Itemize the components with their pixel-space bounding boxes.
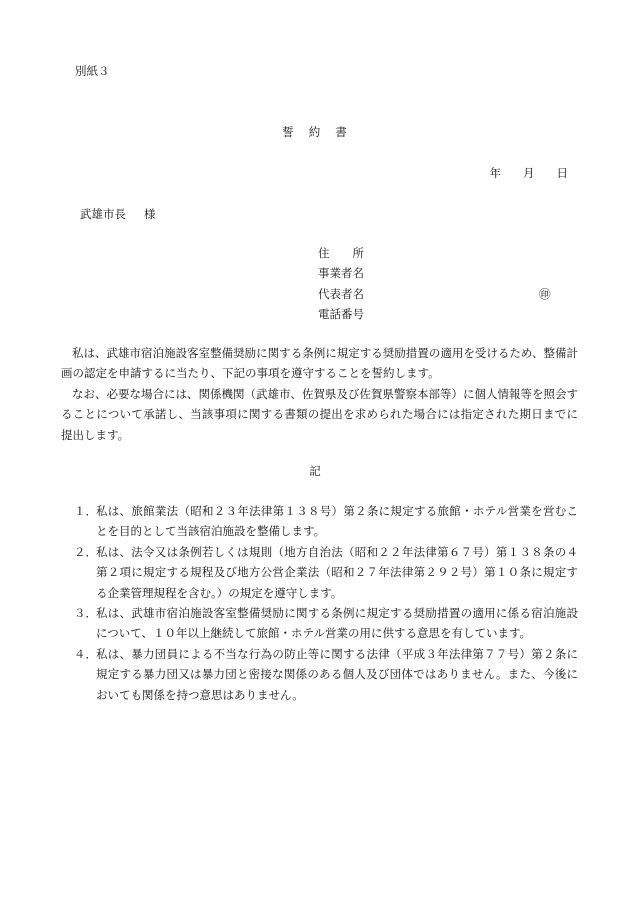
addressee-line: [80, 207, 156, 221]
annex-label: 別紙３: [75, 64, 110, 78]
representative-label: 代表者名: [318, 287, 364, 301]
business-name-label: 事業者名: [318, 266, 364, 280]
list-item-number: ２．: [74, 545, 97, 559]
seal-mark: ㊞: [539, 287, 551, 301]
addressee-honorific: 様: [144, 207, 156, 221]
title-char-2: 約: [308, 125, 322, 139]
addressee-name: 武雄市長: [80, 207, 126, 221]
list-item-number: １．: [74, 504, 97, 518]
date-day-label: 日: [556, 166, 568, 180]
list-item: [74, 542, 578, 603]
title-char-3: 書: [335, 125, 348, 139]
date-month-label: 月: [523, 166, 535, 180]
title-char-1: 誓: [282, 125, 295, 139]
address-label: 住 所: [318, 246, 364, 260]
list-item-text: 私は、旅館業法（昭和２３年法律第１３８号）第２条に規定する旅館・ホテル営業を営むことを目的として当該宿泊施設を整備します。: [96, 504, 578, 539]
list-item-number: ３．: [74, 606, 97, 620]
consent-paragraph: なお、必要な場合には、関係機関（武雄市、佐賀県及び佐賀県警察本部等）に個人情報等を照会することについて承諾し、当該事項に関する書類の提出を求められた場合には指定された期日までに提出します。: [61, 387, 578, 442]
list-item-number: ４．: [74, 647, 97, 661]
list-item-text: 私は、法令又は条例若しくは規則（地方自治法（昭和２２年法律第６７号）第１３８条の４第２項に規定する規程及び地方公営企業法（昭和２７年法律第２９２号）第１０条に規定する企業管理規程を含む。）の規定を遵守します。: [96, 545, 578, 600]
ki-heading: 記: [309, 464, 321, 478]
list-item: [74, 644, 578, 705]
pledge-paragraph: 私は、武雄市宿泊施設客室整備奨励に関する条例に規定する奨励措置の適用を受けるため、整備計画の認定を申請するに当たり、下記の事項を遵守することを誓約します。: [61, 346, 578, 381]
phone-label: 電話番号: [318, 307, 364, 321]
list-item-text: 私は、暴力団員による不当な行為の防止等に関する法律（平成３年法律第７７号）第２条に規定する暴力団又は暴力団と密接な関係のある個人及び団体ではありません。また、今後においても関係を持つ意思はありません。: [96, 647, 578, 702]
list-item: [74, 603, 578, 644]
date-line: [490, 166, 569, 180]
list-item: [74, 501, 578, 542]
document-title: [0, 125, 630, 139]
list-item-text: 私は、武雄市宿泊施設客室整備奨励に関する条例に規定する奨励措置の適用に係る宿泊施設について、１０年以上継続して旅館・ホテル営業の用に供する意思を有しています。: [96, 606, 578, 641]
date-year-label: 年: [489, 166, 501, 180]
